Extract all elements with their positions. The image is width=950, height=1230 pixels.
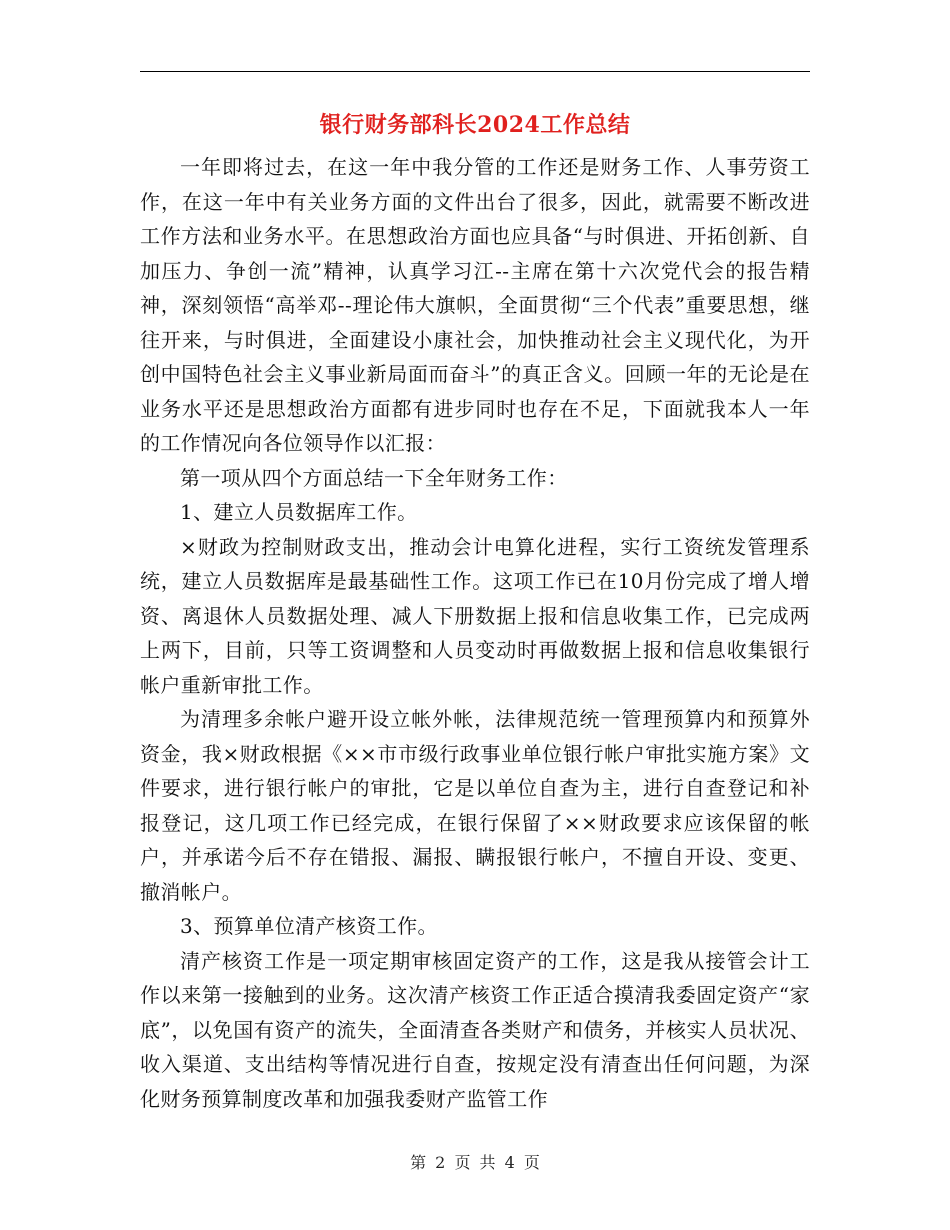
header-rule (140, 71, 810, 72)
paragraph-section-heading: 第一项从四个方面总结一下全年财务工作： (180, 465, 568, 490)
paragraph-intro: 一年即将过去，在这一年中我分管的工作还是财务工作、人事劳资工作，在这一年中有关业务方面的文件出台了很多，因此，就需要不断改进工作方法和业务水平。在思想政治方面也应具备“与时俱进、开拓创新、自加压力、争创一流”精神，认真学习江--主席在第十六次党代会的报告精神，深刻领悟“高举邓--理论伟大旗帜，全面贯彻“三个代表”重要思想，继往开来，与时俱进，全面建设小康社会，加快推动社会主义现代化，为开创中国特色社会主义事业新局面而奋斗”的真正含义。回顾一年的无论是在业务水平还是思想政治方面都有进步同时也存在不足，下面就我本人一年的工作情况向各位领导作以汇报： (140, 155, 810, 455)
paragraph-item-1-heading: 1、建立人员数据库工作。 (180, 500, 418, 524)
page-number-footer: 第 2 页 共 4 页 (410, 1153, 540, 1172)
document-body (140, 150, 810, 1116)
paragraph-bank-accounts: 为清理多余帐户避开设立帐外帐，法律规范统一管理预算内和预算外资金，我×财政根据《××市市级行政事业单位银行帐户审批实施方案》文件要求，进行银行帐户的审批，它是以单位自查为主，进行自查登记和补报登记，这几项工作已经完成，在银行保留了××财政要求应该保留的帐户，并承诺今后不存在错报、漏报、瞒报银行帐户，不擅自开设、变更、撤消帐户。 (140, 707, 810, 904)
paragraph-item-3-heading: 3、预算单位清产核资工作。 (180, 914, 438, 938)
document-title: 银行财务部科长2024工作总结 (319, 112, 631, 138)
paragraph-item-3-body: 清产核资工作是一项定期审核固定资产的工作，这是我从接管会计工作以来第一接触到的业务。这次清产核资工作正适合摸清我委固定资产“家底”，以免国有资产的流失，全面清查各类财产和债务，并核实人员状况、收入渠道、支出结构等情况进行自查，按规定没有清查出任何问题，为深化财务预算制度改革和加强我委财产监管工作 (140, 948, 810, 1111)
paragraph-item-1-body: ×财政为控制财政支出，推动会计电算化进程，实行工资统发管理系统，建立人员数据库是最基础性工作。这项工作已在10月份完成了增人增资、离退休人员数据处理、减人下册数据上报和信息收集工作，已完成两上两下，目前，只等工资调整和人员变动时再做数据上报和信息收集银行帐户重新审批工作。 (140, 534, 810, 697)
